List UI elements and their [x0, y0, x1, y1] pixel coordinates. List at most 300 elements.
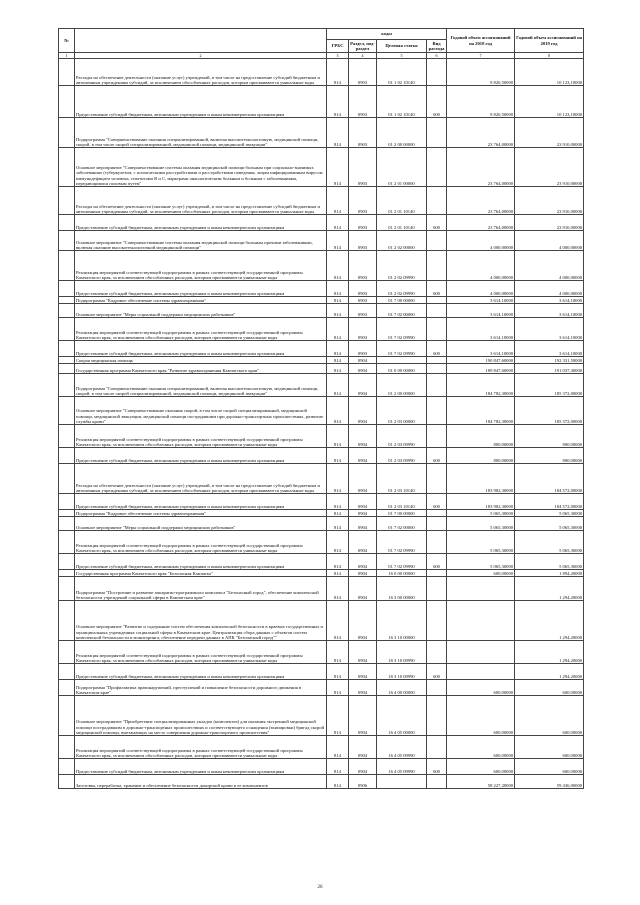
row-section: 0904 [349, 374, 377, 397]
row-target-article: 01 7 02 09990 [377, 341, 427, 357]
row-description: Реализация мероприятий соответствующей подпрограммы в рамках соответствующей государственной программы Камчатского края, за исключением обособленных расходов, которым присваиваются уникальные коды [75, 531, 327, 554]
row-target-article: 01 2 02 09990 [377, 281, 427, 297]
row-amount-2018: 4 000,00000 [447, 251, 515, 281]
row-amount-2019: 192 331,50000 [515, 357, 584, 364]
row-target-article: 01 2 03 10140 [377, 464, 427, 494]
row-target-article: 01 2 00 00000 [377, 374, 427, 397]
row-expense-type: 600 [427, 494, 447, 510]
row-description: Предоставление субсидий бюджетным, автономным учреждениям и иным некоммерческим организациям [75, 281, 327, 297]
row-grbs: 814 [327, 510, 349, 517]
row-amount-2019: 800,00000 [515, 448, 584, 464]
row-grbs: 814 [327, 554, 349, 570]
table-row [59, 775, 584, 789]
row-amount-2019: 185 372,00000 [515, 397, 584, 425]
row-amount-2019: 5 065,30000 [515, 510, 584, 517]
row-description: Государственная программа Камчатского края "Безопасная Камчатка" [75, 570, 327, 577]
row-expense-type [427, 601, 447, 641]
row-section: 0904 [349, 517, 377, 531]
row-number-cell [59, 425, 75, 448]
row-expense-type [427, 297, 447, 304]
row-description: Предоставление субсидий бюджетным, автономным учреждениям и иным некоммерческим организациям [75, 554, 327, 570]
row-description: Предоставление субсидий бюджетным, автономным учреждениям и иным некоммерческим организациям [75, 215, 327, 231]
row-expense-type: 600 [427, 341, 447, 357]
row-amount-2019: 23 910,00000 [515, 215, 584, 231]
row-target-article: 01 7 02 09990 [377, 318, 427, 341]
row-amount-2018: 184 782,30000 [447, 397, 515, 425]
row-description: Реализация мероприятий соответствующей подпрограммы в рамках соответствующей государственной программы Камчатского края, за исключением обособленных расходов, которым присваиваются уникальные коды [75, 318, 327, 341]
row-amount-2019: 3 614,10000 [515, 304, 584, 318]
row-grbs: 814 [327, 304, 349, 318]
row-grbs: 814 [327, 397, 349, 425]
row-target-article [377, 775, 427, 789]
row-section: 0904 [349, 680, 377, 696]
row-amount-2019: 1 894,20000 [515, 570, 584, 577]
row-amount-2018: 600,00000 [447, 696, 515, 736]
row-amount-2018: 5 065,30000 [447, 517, 515, 531]
header-codes: коды [327, 29, 447, 40]
row-target-article: 16 4 05 09990 [377, 736, 427, 759]
row-number-cell [59, 187, 75, 215]
row-section: 0904 [349, 696, 377, 736]
row-amount-2018 [447, 601, 515, 641]
row-number-cell [59, 318, 75, 341]
row-amount-2018: 23 764,00000 [447, 148, 515, 187]
row-grbs: 814 [327, 517, 349, 531]
column-index: 5 [377, 53, 427, 59]
row-amount-2018: 800,00000 [447, 425, 515, 448]
table-row [59, 397, 584, 425]
row-amount-2018: 184 782,30000 [447, 374, 515, 397]
row-description: Основное мероприятие "Развитие и содержание систем обеспечения комплексной безопасности в краевых государственных и муниципальных учреждениях социальной сферы в Камчатском крае. Централизация сбора данных с объектов систем комплексной безопасности и мониторинга, обеспечение передачи данных в АПК "Безопасный город"" [75, 601, 327, 641]
row-grbs: 814 [327, 187, 349, 215]
row-description: Основное мероприятие "Совершенствование системы оказания медицинской помощи больным прочими заболеваниями, включая оказание высокотехнологичной медицинской помощи" [75, 231, 327, 251]
row-grbs: 814 [327, 297, 349, 304]
header-number: № [59, 29, 75, 53]
row-amount-2019: 3 614,10000 [515, 318, 584, 341]
row-target-article: 01 7 02 00000 [377, 517, 427, 531]
row-section: 0903 [349, 118, 377, 148]
row-amount-2019: 5 065,30000 [515, 517, 584, 531]
row-section: 0904 [349, 759, 377, 775]
table-row [59, 601, 584, 641]
row-amount-2019: 600,00000 [515, 696, 584, 736]
row-expense-type [427, 251, 447, 281]
row-amount-2019: 4 000,00000 [515, 231, 584, 251]
row-grbs: 814 [327, 86, 349, 118]
row-amount-2019: 600,00000 [515, 759, 584, 775]
row-target-article: 16 4 05 00000 [377, 696, 427, 736]
row-number-cell [59, 570, 75, 577]
row-section: 0904 [349, 448, 377, 464]
row-target-article: 01 2 01 10140 [377, 187, 427, 215]
row-grbs: 814 [327, 448, 349, 464]
row-number-cell [59, 281, 75, 297]
row-grbs: 814 [327, 281, 349, 297]
row-expense-type [427, 318, 447, 341]
table-row [59, 215, 584, 231]
table-row [59, 425, 584, 448]
row-section: 0903 [349, 59, 377, 86]
column-index: 1 [59, 53, 75, 59]
row-amount-2018: 600,00000 [447, 680, 515, 696]
row-amount-2019: 1 294,20000 [515, 577, 584, 601]
row-description: Подпрограмма "Кадровое обеспечение системы здравоохранения" [75, 297, 327, 304]
row-number-cell [59, 601, 75, 641]
row-number-cell [59, 577, 75, 601]
table-row [59, 759, 584, 775]
row-section: 0904 [349, 357, 377, 364]
row-expense-type [427, 736, 447, 759]
row-amount-2018 [447, 664, 515, 680]
row-description: Реализация мероприятий соответствующей подпрограммы в рамках соответствующей государственной программы Камчатского края, за исключением обособленных расходов, которым присваиваются уникальные коды [75, 251, 327, 281]
table-row [59, 641, 584, 664]
row-target-article: 01 7 02 00000 [377, 304, 427, 318]
table-row [59, 464, 584, 494]
row-number-cell [59, 510, 75, 517]
row-expense-type [427, 510, 447, 517]
column-index: 2 [75, 53, 327, 59]
row-section: 0904 [349, 601, 377, 641]
row-section: 0903 [349, 187, 377, 215]
row-target-article: 16 3 10 09990 [377, 664, 427, 680]
row-amount-2018: 189 847,60000 [447, 364, 515, 374]
row-description: Подпрограмма "Кадровое обеспечение системы здравоохранения" [75, 510, 327, 517]
header-section: Раздел, под-раздел [350, 40, 375, 51]
row-grbs: 814 [327, 577, 349, 601]
row-description: Расходы на обеспечение деятельности (оказание услуг) учреждений, в том числе на предоставление субсидий бюджетным и автономным учреждениям субсидий, за исключением обособленных расходов, которым присваиваются уникальные коды [75, 464, 327, 494]
row-amount-2018: 600,00000 [447, 736, 515, 759]
row-expense-type [427, 531, 447, 554]
row-section: 0904 [349, 510, 377, 517]
row-amount-2019: 23 910,00000 [515, 187, 584, 215]
row-number-cell [59, 554, 75, 570]
row-amount-2018: 600,00000 [447, 759, 515, 775]
row-description: Скорая медицинская помощь [75, 357, 327, 364]
row-grbs: 814 [327, 364, 349, 374]
row-grbs: 814 [327, 231, 349, 251]
row-target-article: 16 0 00 00000 [377, 570, 427, 577]
row-section: 0903 [349, 341, 377, 357]
row-amount-2018: 600,00000 [447, 570, 515, 577]
row-expense-type [427, 357, 447, 364]
row-description: Предоставление субсидий бюджетным, автономным учреждениям и иным некоммерческим организациям [75, 448, 327, 464]
row-description: Основное мероприятие "Совершенствование оказания скорой, в том числе скорой специализированной, медицинской помощи, медицинской эвакуации, медицинской помощи пострадавшим при дорожно-транспортных происшествиях, развитие службы крови" [75, 397, 327, 425]
row-grbs: 814 [327, 357, 349, 364]
row-expense-type [427, 517, 447, 531]
row-number-cell [59, 494, 75, 510]
row-description: Основное мероприятие "Меры социальной поддержки медицинских работников" [75, 517, 327, 531]
row-amount-2019: 800,00000 [515, 425, 584, 448]
row-amount-2018: 5 065,30000 [447, 554, 515, 570]
row-amount-2018: 23 764,00000 [447, 187, 515, 215]
row-amount-2018: 183 982,30000 [447, 494, 515, 510]
row-target-article: 16 3 10 00000 [377, 601, 427, 641]
row-amount-2018: 5 065,30000 [447, 531, 515, 554]
row-number-cell [59, 664, 75, 680]
row-grbs: 814 [327, 318, 349, 341]
row-description: Основное мероприятие "Совершенствование системы оказания медицинской помощи больным при социально-значимых заболеваниях (туберкулезом, с психическими расстройствами и расстройствами поведения, лицам инфицированным вирусом иммунодефицита человека, гепатитами В и С, маркерами онкологическим больным и больным с заболеваниями, передающимися половым путем" [75, 148, 327, 187]
row-section: 0904 [349, 664, 377, 680]
row-expense-type [427, 775, 447, 789]
row-section: 0903 [349, 281, 377, 297]
row-grbs: 814 [327, 464, 349, 494]
row-grbs: 814 [327, 425, 349, 448]
row-expense-type [427, 187, 447, 215]
row-section: 0904 [349, 425, 377, 448]
row-expense-type [427, 148, 447, 187]
row-description: Реализация мероприятий соответствующей подпрограммы в рамках соответствующей государственной программы Камчатского края, за исключением обособленных расходов, которым присваиваются уникальные коды [75, 641, 327, 664]
table-row [59, 448, 584, 464]
row-number-cell [59, 397, 75, 425]
row-amount-2019: 184 572,00000 [515, 494, 584, 510]
row-number-cell [59, 759, 75, 775]
row-number-cell [59, 775, 75, 789]
row-amount-2018: 4 000,00000 [447, 231, 515, 251]
row-section: 0903 [349, 86, 377, 118]
row-amount-2019: 59 436,00000 [515, 775, 584, 789]
row-description: Расходы на обеспечение деятельности (оказание услуг) учреждений, в том числе на предоставление субсидий бюджетным и автономным учреждениям субсидий, за исключением обособленных расходов, которым присваиваются уникальные коды [75, 59, 327, 86]
row-grbs: 814 [327, 736, 349, 759]
row-amount-2018: 23 764,00000 [447, 215, 515, 231]
row-section: 0903 [349, 297, 377, 304]
row-description: Предоставление субсидий бюджетным, автономным учреждениям и иным некоммерческим организациям [75, 664, 327, 680]
table-row [59, 696, 584, 736]
row-amount-2018: 5 065,30000 [447, 510, 515, 517]
row-amount-2019: 600,00000 [515, 680, 584, 696]
row-description: Подпрограмма "Профилактика правонарушений, преступлений и повышение безопасности дорожного движения в Камчатском крае" [75, 680, 327, 696]
row-expense-type: 600 [427, 448, 447, 464]
row-grbs: 814 [327, 531, 349, 554]
row-number-cell [59, 341, 75, 357]
row-expense-type [427, 577, 447, 601]
row-description: Предоставление субсидий бюджетным, автономным учреждениям и иным некоммерческим организациям [75, 494, 327, 510]
row-amount-2019: 23 910,00000 [515, 118, 584, 148]
table-row [59, 148, 584, 187]
row-grbs: 814 [327, 251, 349, 281]
table-row [59, 736, 584, 759]
row-section: 0904 [349, 554, 377, 570]
row-grbs: 814 [327, 680, 349, 696]
table-row [59, 297, 584, 304]
row-number-cell [59, 304, 75, 318]
row-expense-type [427, 118, 447, 148]
table-row [59, 510, 584, 517]
row-section: 0904 [349, 464, 377, 494]
row-expense-type [427, 59, 447, 86]
row-target-article: 01 2 03 09990 [377, 425, 427, 448]
row-amount-2019: 184 572,00000 [515, 464, 584, 494]
row-grbs: 814 [327, 374, 349, 397]
row-target-article: 01 2 03 10140 [377, 494, 427, 510]
row-number-cell [59, 118, 75, 148]
row-number-cell [59, 464, 75, 494]
row-number-cell [59, 736, 75, 759]
table-row [59, 318, 584, 341]
row-grbs: 814 [327, 148, 349, 187]
row-amount-2019: 1 294,20000 [515, 601, 584, 641]
row-section: 0903 [349, 304, 377, 318]
row-expense-type [427, 464, 447, 494]
row-target-article: 01 7 00 00000 [377, 297, 427, 304]
row-target-article: 01 2 01 00000 [377, 148, 427, 187]
row-amount-2019: 5 065,30000 [515, 554, 584, 570]
row-description: Государственная программа Камчатского края "Развитие здравоохранения Камчатского края" [75, 364, 327, 374]
row-amount-2018: 3 614,10000 [447, 341, 515, 357]
row-expense-type [427, 231, 447, 251]
row-target-article: 01 1 02 10140 [377, 86, 427, 118]
row-description: Реализация мероприятий соответствующей подпрограммы в рамках соответствующей государственной программы Камчатского края, за исключением обособленных расходов, которым присваиваются уникальные коды [75, 736, 327, 759]
row-description: Реализация мероприятий соответствующей подпрограммы в рамках соответствующей государственной программы Камчатского края, за исключением обособленных расходов, которым присваиваются уникальные коды [75, 425, 327, 448]
header-2019: Годовой объем ассигнований на 2019 год [515, 29, 584, 53]
row-amount-2018: 4 000,00000 [447, 281, 515, 297]
row-section: 0904 [349, 577, 377, 601]
row-amount-2018: 190 847,60000 [447, 357, 515, 364]
row-target-article: 01 2 03 09990 [377, 448, 427, 464]
row-description: Основное мероприятие "Приобретение специализированных укладок (комплектов) для оказания экстренной медицинской помощи пострадавшим в дорожно-транспортных происшествиях и соответствующего оснащения (экипировки) бригад скорой медицинской помощи, выезжающих на место совершения дорожно-транспортного происшествия" [75, 696, 327, 736]
header-grbs: ГРБС [327, 40, 349, 53]
table-row [59, 554, 584, 570]
row-amount-2018: 183 982,30000 [447, 464, 515, 494]
row-section: 0903 [349, 318, 377, 341]
row-section: 0903 [349, 215, 377, 231]
row-section: 0904 [349, 494, 377, 510]
row-grbs: 814 [327, 570, 349, 577]
row-grbs: 814 [327, 494, 349, 510]
row-target-article [377, 357, 427, 364]
row-number-cell [59, 641, 75, 664]
row-section: 0904 [349, 641, 377, 664]
column-index: 6 [427, 53, 447, 59]
header-name [75, 29, 327, 53]
row-number-cell [59, 517, 75, 531]
row-amount-2019: 23 910,00000 [515, 148, 584, 187]
table-body [59, 59, 584, 789]
row-section: 0903 [349, 251, 377, 281]
row-section: 0904 [349, 736, 377, 759]
row-number-cell [59, 215, 75, 231]
row-target-article: 01 2 02 09990 [377, 251, 427, 281]
row-amount-2019: 1 294,20000 [515, 664, 584, 680]
row-grbs: 814 [327, 59, 349, 86]
row-number-cell [59, 297, 75, 304]
row-description: Предоставление субсидий бюджетным, автономным учреждениям и иным некоммерческим организациям [75, 341, 327, 357]
row-number-cell [59, 374, 75, 397]
row-target-article: 01 2 01 10140 [377, 215, 427, 231]
row-expense-type [427, 397, 447, 425]
row-expense-type [427, 374, 447, 397]
header-target: Целевая статья [377, 40, 427, 53]
row-target-article: 16 4 00 00000 [377, 680, 427, 696]
table-row [59, 577, 584, 601]
table-row [59, 494, 584, 510]
row-amount-2019: 4 000,00000 [515, 281, 584, 297]
row-amount-2019: 600,00000 [515, 736, 584, 759]
row-number-cell [59, 59, 75, 86]
row-amount-2019: 5 065,30000 [515, 531, 584, 554]
table-row [59, 118, 584, 148]
row-section: 0904 [349, 531, 377, 554]
row-section: 0906 [349, 775, 377, 789]
row-grbs: 814 [327, 759, 349, 775]
column-index: 4 [349, 53, 377, 59]
table-row [59, 251, 584, 281]
table-row [59, 364, 584, 374]
row-amount-2019: 191 037,30000 [515, 364, 584, 374]
row-target-article: 16 4 05 09990 [377, 759, 427, 775]
table-row [59, 517, 584, 531]
row-description: Расходы на обеспечение деятельности (оказание услуг) учреждений, в том числе на предоставление субсидий бюджетным и автономным учреждениям субсидий, за исключением обособленных расходов, которым присваиваются уникальные коды [75, 187, 327, 215]
row-description: Основное мероприятие "Меры социальной поддержки медицинских работников" [75, 304, 327, 318]
row-amount-2018: 3 614,10000 [447, 304, 515, 318]
row-target-article: 01 2 03 00000 [377, 397, 427, 425]
row-number-cell [59, 86, 75, 118]
document-page [58, 28, 583, 789]
row-amount-2018: 58 227,20000 [447, 775, 515, 789]
row-number-cell [59, 696, 75, 736]
row-amount-2019: 10 123,10000 [515, 86, 584, 118]
row-target-article: 01 7 02 09990 [377, 554, 427, 570]
row-target-article: 01 2 00 00000 [377, 118, 427, 148]
table-row [59, 341, 584, 357]
row-grbs: 814 [327, 215, 349, 231]
row-expense-type: 600 [427, 759, 447, 775]
row-grbs: 814 [327, 601, 349, 641]
row-amount-2018: 800,00000 [447, 448, 515, 464]
row-expense-type: 600 [427, 554, 447, 570]
table-row [59, 86, 584, 118]
row-number-cell [59, 680, 75, 696]
page-number: 26 [317, 885, 323, 890]
row-section: 0904 [349, 364, 377, 374]
table-row [59, 304, 584, 318]
row-amount-2019: 4 000,00000 [515, 251, 584, 281]
column-index: 3 [327, 53, 349, 59]
row-amount-2018 [447, 641, 515, 664]
table-row [59, 374, 584, 397]
row-number-cell [59, 231, 75, 251]
row-expense-type: 600 [427, 215, 447, 231]
column-index: 7 [447, 53, 515, 59]
row-target-article: 01 7 02 09990 [377, 531, 427, 554]
table-row [59, 664, 584, 680]
row-description: Подпрограмма "Построение и развитие аппаратно-программного комплекса "Безопасный город", обеспечение комплексной безопасности учреждений социальной сферы в Камчатском крае" [75, 577, 327, 601]
row-number-cell [59, 531, 75, 554]
header-2018: Годовой объем ассигнований на 2018 год [447, 29, 515, 53]
row-number-cell [59, 357, 75, 364]
row-expense-type [427, 304, 447, 318]
row-section: 0903 [349, 148, 377, 187]
row-amount-2018: 3 614,10000 [447, 318, 515, 341]
row-amount-2018: 9 820,50000 [447, 86, 515, 118]
table-row [59, 187, 584, 215]
row-expense-type [427, 641, 447, 664]
row-target-article: 01 1 02 10140 [377, 59, 427, 86]
row-description: Заготовка, переработка, хранение и обеспечение безопасности донорской крови и ее компонентов [75, 775, 327, 789]
row-expense-type: 600 [427, 86, 447, 118]
row-description: Подпрограмма "Совершенствование оказания специализированной, включая высокотехнологичную, медицинской помощи, скорой, в том числе скорой специализированной, медицинской помощи, медицинской эвакуации" [75, 118, 327, 148]
row-amount-2019: 3 614,10000 [515, 297, 584, 304]
row-description: Предоставление субсидий бюджетным, автономным учреждениям и иным некоммерческим организациям [75, 759, 327, 775]
row-number-cell [59, 148, 75, 187]
row-target-article: 01 7 00 00000 [377, 510, 427, 517]
table-row [59, 570, 584, 577]
row-grbs: 814 [327, 664, 349, 680]
table-row [59, 680, 584, 696]
row-expense-type [427, 570, 447, 577]
row-amount-2018: 3 614,10000 [447, 297, 515, 304]
row-amount-2019: 10 123,10000 [515, 59, 584, 86]
table-row [59, 59, 584, 86]
